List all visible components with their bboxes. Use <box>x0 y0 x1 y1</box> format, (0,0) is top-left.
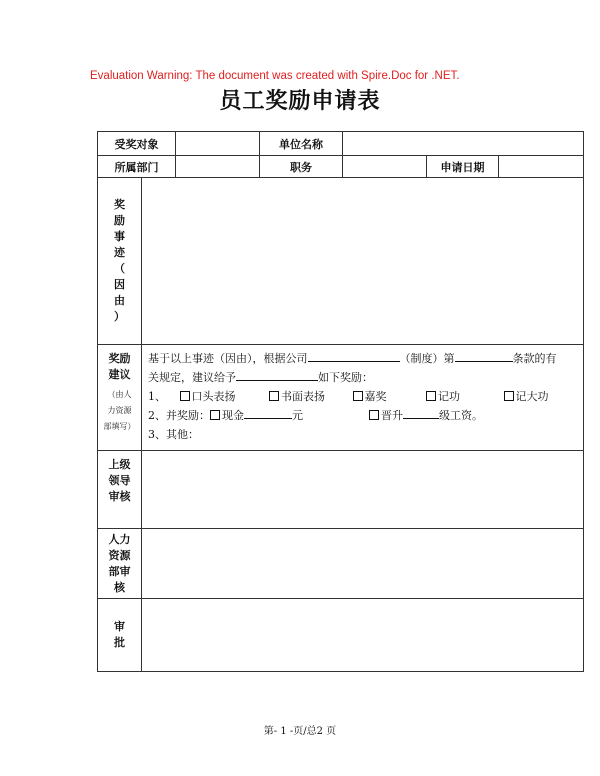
hr-fill-note: （由人 力资源 部填写） <box>103 390 136 431</box>
application-date-field[interactable] <box>499 156 584 178</box>
clause-number-blank[interactable] <box>455 349 513 362</box>
recipient-field[interactable] <box>176 132 260 156</box>
award-given-blank[interactable] <box>236 368 318 381</box>
approval-label: 审 批 <box>98 599 142 672</box>
form-row-hr-review <box>98 529 584 599</box>
form-row-department <box>98 156 584 178</box>
form-row-approval <box>98 599 584 672</box>
company-name-blank[interactable] <box>308 349 400 362</box>
position-field[interactable] <box>343 156 427 178</box>
unit-name-label: 单位名称 <box>260 132 343 156</box>
commendation-option[interactable]: 嘉奖 <box>353 387 423 406</box>
checkbox-icon <box>210 410 220 420</box>
application-date-label: 申请日期 <box>427 156 499 178</box>
merit-option[interactable]: 记功 <box>426 387 500 406</box>
deeds-field[interactable] <box>142 178 584 345</box>
cash-amount-blank[interactable] <box>244 406 292 419</box>
hr-review-label: 人力 资源 部审 核 <box>98 529 142 599</box>
leader-review-field[interactable] <box>142 451 584 529</box>
recipient-label: 受奖对象 <box>98 132 176 156</box>
cash-option[interactable]: 现金 <box>210 406 244 425</box>
hr-review-field[interactable] <box>142 529 584 599</box>
evaluation-warning: Evaluation Warning: The document was created with Spire.Doc for .NET. <box>90 70 460 82</box>
other-item: 3、其他： <box>148 428 199 441</box>
checkbox-icon <box>426 391 436 401</box>
approval-field[interactable] <box>142 599 584 672</box>
page-footer: 第- 1 -页/总2 页 <box>263 726 337 737</box>
wage-level-blank[interactable] <box>403 406 439 419</box>
deeds-label: 奖 励 事 迹 （ 因 由 ） <box>98 178 142 345</box>
unit-name-field[interactable] <box>343 132 584 156</box>
verbal-praise-option[interactable]: 口头表扬 <box>180 387 266 406</box>
checkbox-icon <box>369 410 379 420</box>
form-row-recipient <box>98 132 584 156</box>
page-title: 员工奖励申请表 <box>219 88 381 114</box>
written-praise-option[interactable]: 书面表扬 <box>269 387 349 406</box>
award-application-form <box>97 131 584 672</box>
department-label: 所属部门 <box>98 156 176 178</box>
major-merit-option[interactable]: 记大功 <box>504 387 549 406</box>
form-row-deeds <box>98 178 584 345</box>
position-label: 职务 <box>260 156 343 178</box>
checkbox-icon <box>504 391 514 401</box>
department-field[interactable] <box>176 156 260 178</box>
form-row-leader-review <box>98 451 584 529</box>
form-row-suggestion <box>98 345 584 451</box>
promotion-option[interactable]: 晋升 <box>369 406 403 425</box>
checkbox-icon <box>269 391 279 401</box>
leader-review-label: 上级 领导 审核 <box>98 451 142 529</box>
checkbox-icon <box>180 391 190 401</box>
checkbox-icon <box>353 391 363 401</box>
suggestion-field: 基于以上事迹（因由），根据公司 （制度）第 条款的有 关规定，建议给予 如下奖励： 1、 口头表扬 书面表扬 嘉奖 记功 记大功 2、并奖励： 现金 元 晋升 级工资。 3、其他： <box>142 345 584 451</box>
suggestion-label: 奖励 建议 （由人 力资源 部填写） <box>98 345 142 451</box>
